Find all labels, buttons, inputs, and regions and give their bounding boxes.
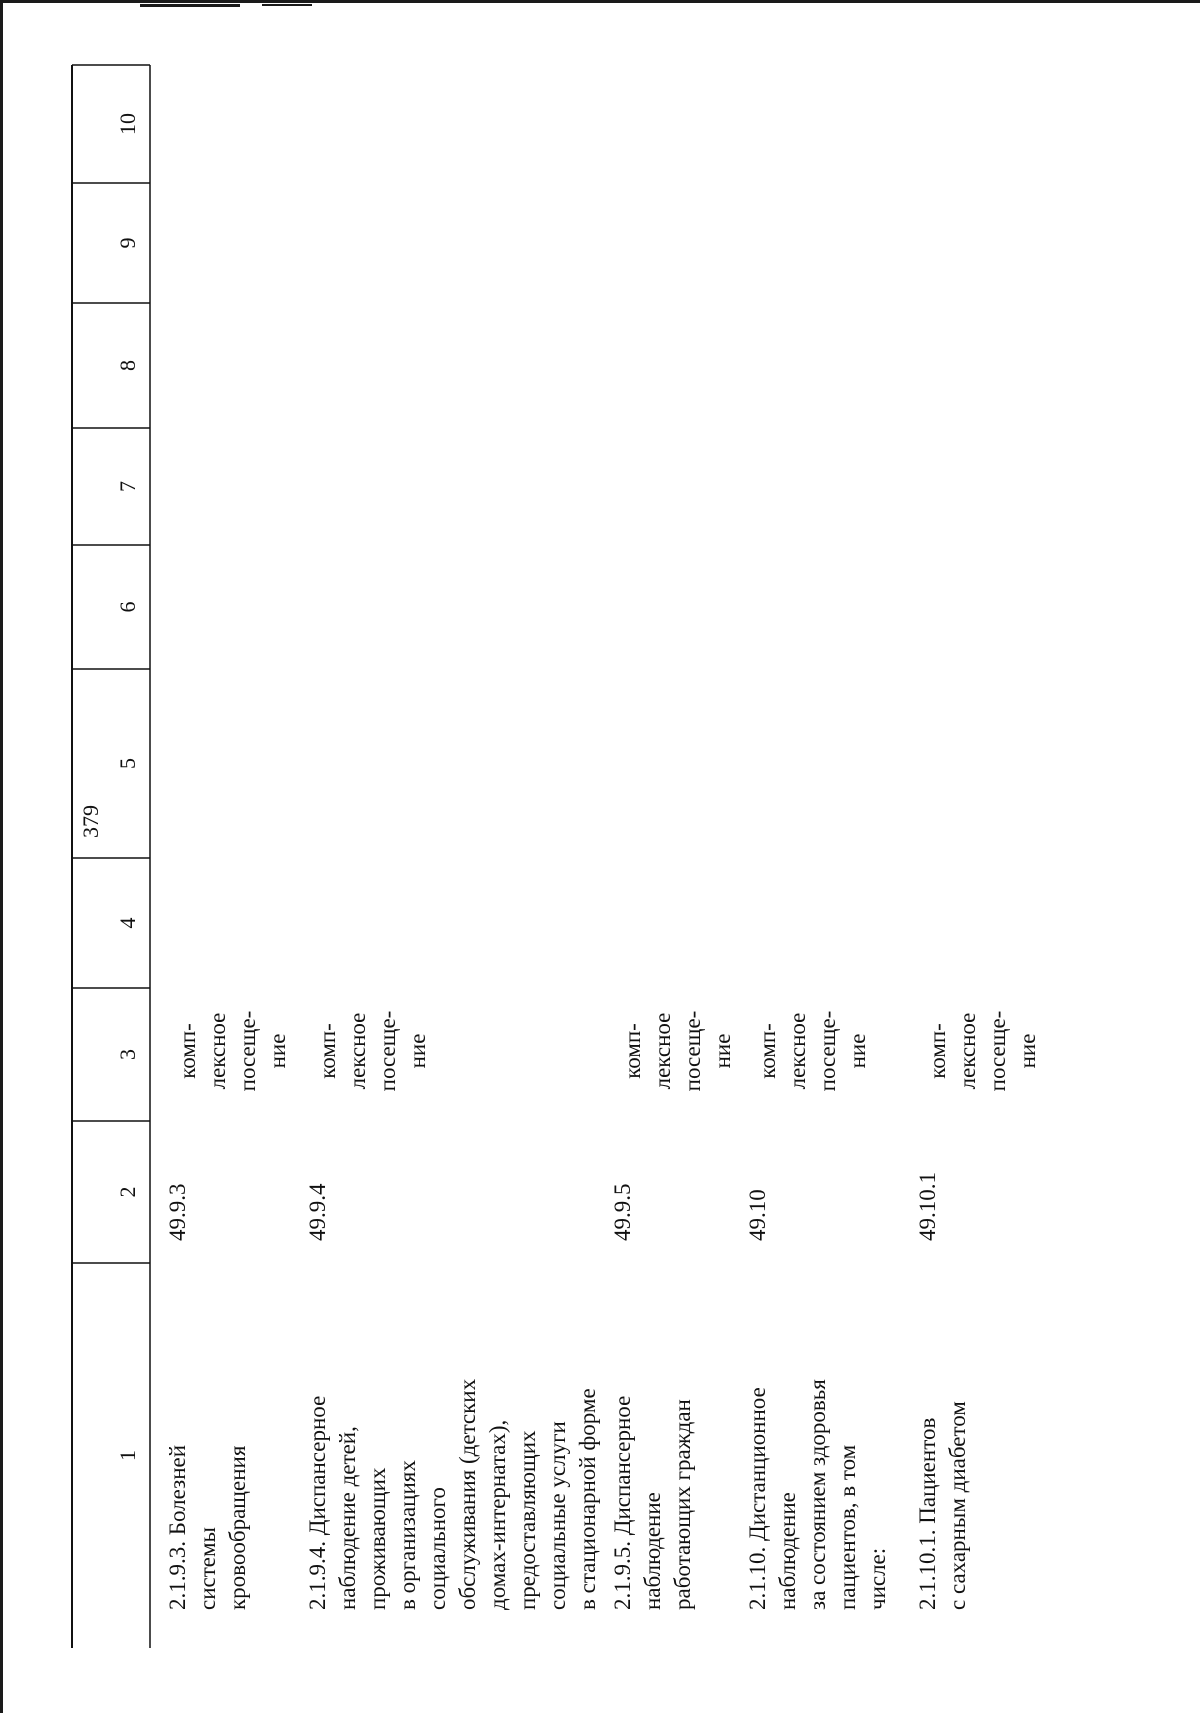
row-1-code: 49.9.3 <box>165 1183 190 1241</box>
row-4-code: 49.10 <box>745 1189 770 1241</box>
row-2-code: 49.9.4 <box>305 1183 330 1241</box>
header-col-5: 5 <box>115 758 140 769</box>
row-3-unit: комп- лексное посеще- ние <box>620 1010 735 1092</box>
row-2-name: 2.1.9.4. Диспансерное наблюдение детей, проживающих в организациях социального обслуживания (детских домах-интернатах), предоставляющих социальные услуги в стационарной форме <box>305 1378 600 1610</box>
row-5-unit: комп- лексное посеще- ние <box>925 1010 1040 1092</box>
header-col-1: 1 <box>115 1450 140 1461</box>
row-1-name: 2.1.9.3. Болезней системы кровообращения <box>165 1444 250 1610</box>
header-col-10: 10 <box>115 113 140 135</box>
header-col-3: 3 <box>115 1049 140 1060</box>
header-col-7: 7 <box>115 481 140 492</box>
row-5-code: 49.10.1 <box>915 1172 940 1241</box>
row-2-unit: комп- лексное посеще- ние <box>315 1010 430 1092</box>
row-5-name: 2.1.10.1. Пациентов с сахарным диабетом <box>915 1401 970 1610</box>
row-4-unit: комп- лексное посеще- ние <box>755 1010 870 1092</box>
header-col-9: 9 <box>115 237 140 249</box>
row-3-code: 49.9.5 <box>610 1183 635 1241</box>
header-col-2: 2 <box>115 1186 140 1198</box>
page-number: 379 <box>78 805 103 838</box>
header-col-4: 4 <box>115 917 140 929</box>
row-1-unit: комп- лексное посеще- ние <box>175 1010 290 1092</box>
header-col-6: 6 <box>115 601 140 613</box>
row-4-name: 2.1.10. Дистанционное наблюдение за состоянием здоровья пациентов, в том числе: <box>745 1379 890 1610</box>
header-col-8: 8 <box>115 360 140 371</box>
row-3-name: 2.1.9.5. Диспансерное наблюдение работающих граждан <box>610 1395 695 1610</box>
